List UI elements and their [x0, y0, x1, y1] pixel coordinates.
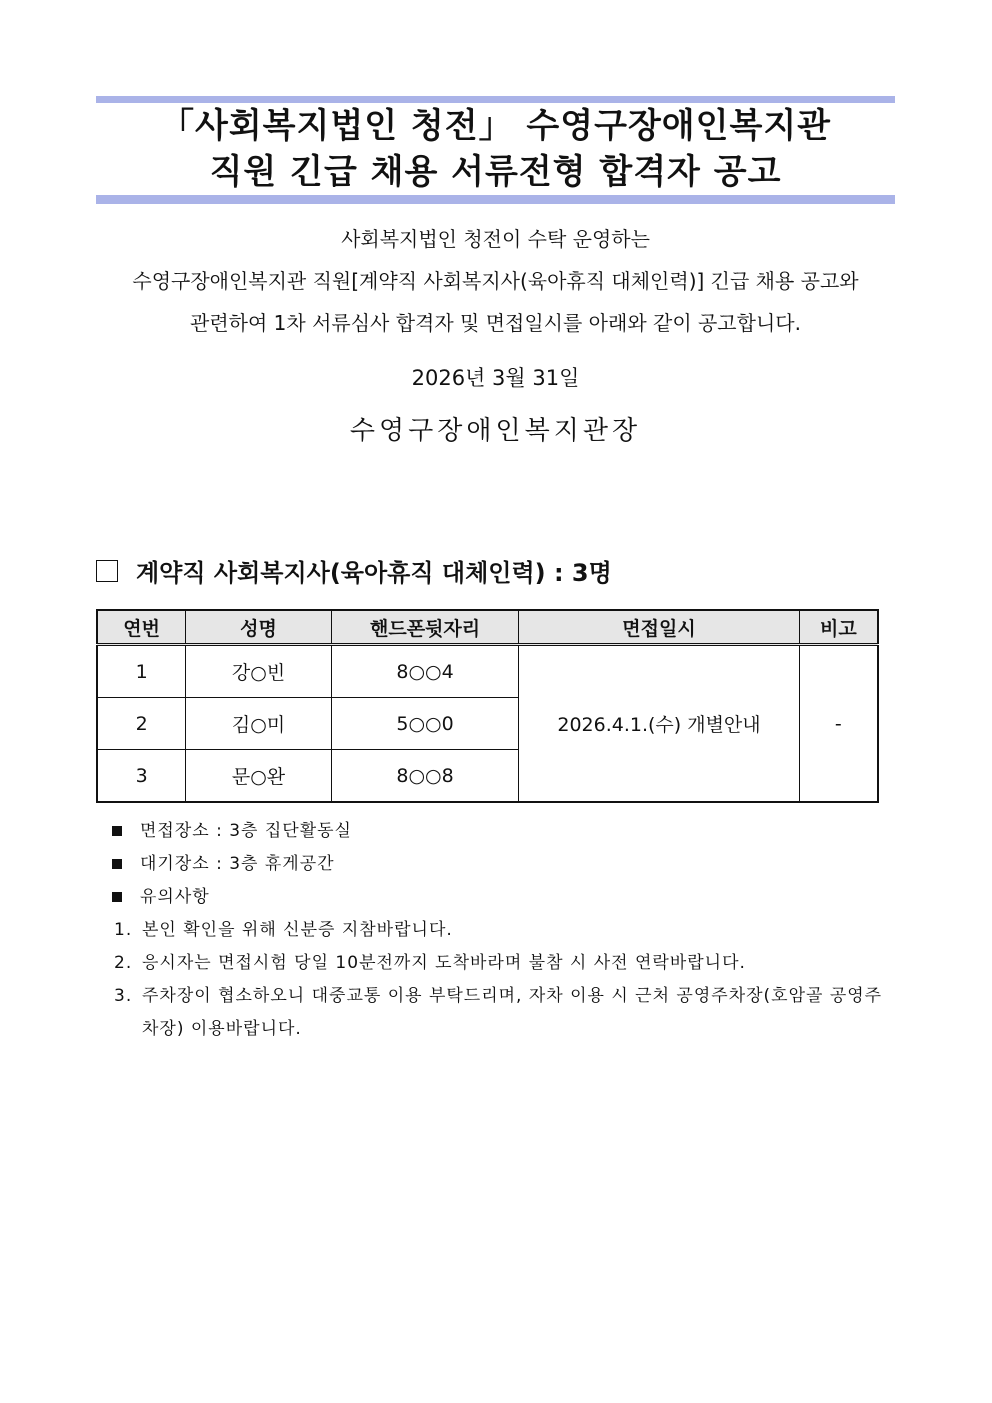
- caution-item: [110, 914, 892, 947]
- header-interview: 면접일시: [519, 610, 799, 645]
- header-remark: 비고: [799, 610, 878, 645]
- intro-line-3: 관련하여 1차 서류심사 합격자 및 면접일시를 아래와 같이 공고합니다.: [190, 311, 801, 335]
- note-waiting-text: 대기장소 : 3층 휴게공간: [140, 854, 335, 874]
- note-caution: [110, 881, 892, 914]
- organization-signature: 수영구장애인복지관장: [349, 416, 642, 446]
- caution-text: 응시자는 면접시험 당일 10분전까지 도착바라며 불참 시 사전 연락바랍니다.: [142, 953, 746, 973]
- cell-no: 3: [97, 750, 186, 803]
- intro-paragraph: [96, 218, 895, 344]
- caution-number: 2.: [114, 953, 133, 973]
- page-title: [96, 103, 895, 195]
- header-phone: 핸드폰뒷자리: [331, 610, 519, 645]
- intro-line-2: 수영구장애인복지관 직원[계약직 사회복지사(육아휴직 대체인력)] 긴급 채용 공고와: [132, 269, 859, 293]
- cell-no: 1: [97, 645, 186, 698]
- table-row: [97, 645, 878, 698]
- cell-phone: 8○○8: [331, 750, 519, 803]
- cell-name: 김○미: [186, 698, 332, 750]
- square-bullet-icon: [112, 892, 122, 902]
- cell-no: 2: [97, 698, 186, 750]
- header-name: 성명: [186, 610, 332, 645]
- title-line-2: 직원 긴급 채용 서류전형 합격자 공고: [209, 152, 782, 192]
- cell-name: 문○완: [186, 750, 332, 803]
- title-top-bar: [96, 96, 895, 103]
- cell-remark: -: [799, 645, 878, 803]
- intro-line-1: 사회복지법인 청전이 수탁 운영하는: [341, 227, 650, 251]
- checkbox-square-icon: [96, 560, 118, 582]
- caution-text: 주차장이 협소하오니 대중교통 이용 부탁드리며, 자차 이용 시 근처 공영주차장(호암골 공영주차장) 이용바랍니다.: [142, 986, 883, 1039]
- cell-phone: 8○○4: [331, 645, 519, 698]
- notes-section: [110, 815, 892, 1046]
- announcement-date: 2026년 3월 31일: [411, 366, 580, 390]
- caution-text: 본인 확인을 위해 신분증 지참바랍니다.: [142, 920, 453, 940]
- note-place: [110, 815, 892, 848]
- table-header-row: [97, 610, 878, 645]
- caution-number: 3.: [114, 986, 133, 1006]
- note-place-text: 면접장소 : 3층 집단활동실: [140, 821, 352, 841]
- applicant-table: [96, 609, 879, 803]
- cell-interview: 2026.4.1.(수) 개별안내: [519, 645, 799, 803]
- section-heading: [96, 553, 612, 588]
- cell-phone: 5○○0: [331, 698, 519, 750]
- header-no: 연번: [97, 610, 186, 645]
- title-bottom-bar: [96, 195, 895, 204]
- cell-name: 강○빈: [186, 645, 332, 698]
- note-caution-title: 유의사항: [140, 887, 210, 907]
- caution-item: [110, 947, 892, 980]
- note-waiting: [110, 848, 892, 881]
- title-line-1: 「사회복지법인 청전」 수영구장애인복지관: [159, 106, 832, 146]
- square-bullet-icon: [112, 826, 122, 836]
- section-title: 계약직 사회복지사(육아휴직 대체인력) : 3명: [136, 559, 612, 587]
- caution-item: [110, 980, 892, 1046]
- square-bullet-icon: [112, 859, 122, 869]
- caution-number: 1.: [114, 920, 133, 940]
